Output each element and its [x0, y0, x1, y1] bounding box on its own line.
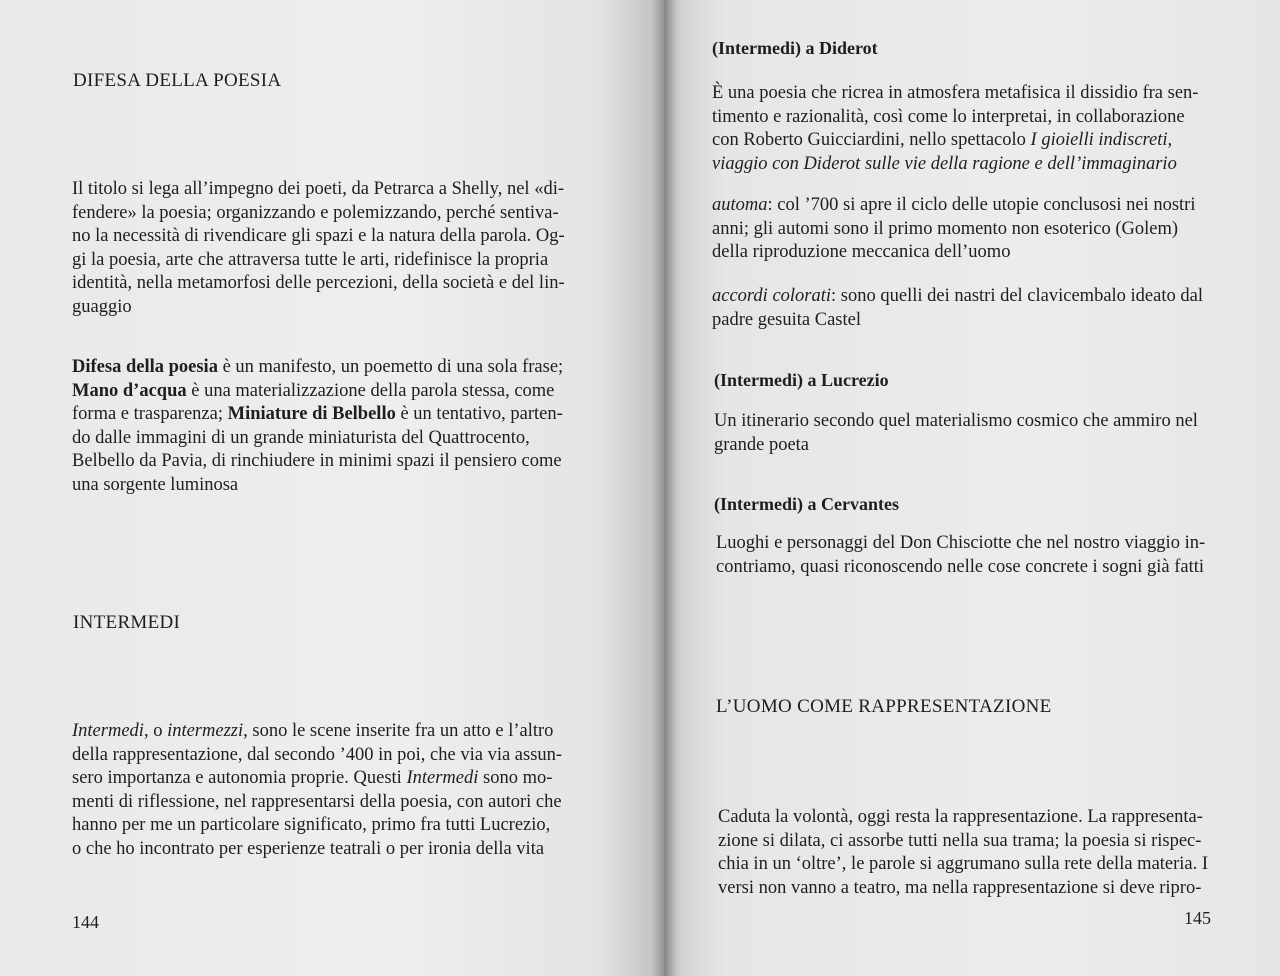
text-line: hanno per me un particolare significato, primo fra tutti Lucrezio, [72, 815, 551, 836]
text-line: Un itinerario secondo quel materialismo cosmico che ammiro nel [714, 411, 1198, 431]
paragraph-cervantes [716, 532, 1220, 579]
text-line: della riproduzione meccanica dell’uomo [712, 242, 1011, 263]
italic-term: automa [712, 195, 768, 215]
text-fragment: : sono quelli dei nastri del clavicembalo ideato dal [831, 286, 1203, 306]
paragraph-titolo [72, 178, 584, 320]
text-line: anni; gli automi sono il primo momento non esoterico (Golem) [712, 218, 1179, 239]
text-fragment: è una materializzazione della parola stessa, come [186, 380, 555, 401]
subheading-lucrezio: (Intermedi) a Lucrezio [714, 370, 889, 390]
text-line: Belbello da Pavia, di rinchiudere in minimi spazi il pensiero come [72, 451, 562, 472]
text-line: padre gesuita Castel [712, 309, 861, 330]
text-line [712, 285, 1220, 309]
text-line: gi la poesia, arte che attraversa tutte le arti, ridefinisce la propria [72, 249, 549, 270]
italic-term: Intermedi [406, 768, 479, 789]
italic-title: viaggio con Diderot sulle vie della ragione e dell’immaginario [712, 153, 1177, 174]
paragraph-intermedi [72, 720, 582, 862]
text-fragment: sero importanza e autonomia proprie. Questi [72, 768, 407, 789]
subheading-diderot: (Intermedi) a Diderot [712, 38, 878, 58]
heading-uomo-come-rappresentazione: L’UOMO COME RAPPRESENTAZIONE [716, 696, 1052, 717]
text-line: grande poeta [714, 434, 810, 455]
italic-title: I gioielli indiscreti, [1030, 130, 1173, 151]
bold-title: Mano d’acqua [72, 380, 187, 401]
page-number-right: 145 [1184, 908, 1211, 928]
right-page [664, 0, 1280, 976]
page-number-left: 144 [72, 912, 99, 932]
paragraph-diderot [712, 82, 1220, 176]
text-fragment: sono mo- [478, 768, 553, 789]
paragraph-automa [712, 194, 1220, 265]
text-line: timento e razionalità, così come lo interpretai, in collaborazione [712, 106, 1185, 127]
text-fragment: , o [143, 721, 168, 741]
text-line [72, 403, 584, 427]
text-fragment: è un tentativo, parten- [395, 404, 563, 425]
text-line [72, 767, 582, 791]
italic-term: accordi colorati [712, 286, 832, 306]
text-line [72, 356, 584, 380]
text-fragment: forma e trasparenza; [72, 404, 228, 425]
paragraph-difesa-description [72, 356, 584, 498]
text-line: no la necessità di rivendicare gli spazi e la natura della parola. Og- [72, 226, 565, 247]
text-line: della rappresentazione, dal secondo ’400 in poi, che via via assun- [72, 744, 563, 765]
subheading-cervantes: (Intermedi) a Cervantes [714, 494, 899, 514]
text-line [72, 720, 582, 744]
text-line: fendere» la poesia; organizzando e polemizzando, perché sentiva- [72, 202, 559, 223]
text-line: guaggio [72, 296, 132, 317]
text-line: menti di riflessione, nel rappresentarsi della poesia, con autori che [72, 791, 562, 812]
text-line: una sorgente luminosa [72, 474, 239, 495]
text-fragment: , sono le scene inserite fra un atto e l’altro [243, 721, 554, 741]
text-line: Caduta la volontà, oggi resta la rappresentazione. La rappresenta- [718, 807, 1203, 827]
text-line: do dalle immagini di un grande miniaturista del Quattrocento, [72, 427, 530, 448]
text-line: versi non vanno a teatro, ma nella rappresentazione si deve ripro- [718, 877, 1202, 898]
text-line [712, 194, 1220, 218]
text-line: o che ho incontrato per esperienze teatrali o per ironia della vita [72, 838, 545, 859]
text-line: chia in un ‘oltre’, le parole si aggrumano sulla rete della materia. I [718, 854, 1209, 875]
text-line [712, 153, 1220, 177]
italic-term: intermezzi [167, 721, 244, 741]
bold-title: Miniature di Belbello [227, 404, 396, 425]
bold-title: Difesa della poesia [72, 357, 218, 377]
text-fragment: è un manifesto, un poemetto di una sola frase; [217, 357, 564, 377]
text-line: contriamo, quasi riconoscendo nelle cose concrete i sogni già fatti [716, 556, 1205, 577]
text-line: identità, nella metamorfosi delle percezioni, della società e del lin- [72, 273, 565, 294]
text-fragment: : col ’700 si apre il ciclo delle utopie conclusosi nei nostri [767, 195, 1196, 215]
italic-term: Intermedi [72, 721, 144, 741]
text-fragment: con Roberto Guicciardini, nello spettacolo [712, 130, 1031, 151]
paragraph-accordi [712, 285, 1220, 332]
text-line: Il titolo si lega all’impegno dei poeti, da Petrarca a Shelly, nel «di- [72, 179, 564, 199]
text-line: Luoghi e personaggi del Don Chisciotte che nel nostro viaggio in- [716, 533, 1206, 553]
text-line [72, 380, 584, 404]
text-line [712, 129, 1220, 153]
text-line: zione si dilata, ci assorbe tutti nella sua trama; la poesia si rispec- [718, 830, 1202, 851]
heading-difesa-della-poesia: DIFESA DELLA POESIA [73, 70, 282, 91]
book-gutter [652, 0, 676, 976]
paragraph-uomo [718, 806, 1212, 900]
paragraph-lucrezio [714, 410, 1220, 457]
heading-intermedi: INTERMEDI [73, 612, 181, 633]
text-line: È una poesia che ricrea in atmosfera metafisica il dissidio fra sen- [712, 83, 1199, 103]
